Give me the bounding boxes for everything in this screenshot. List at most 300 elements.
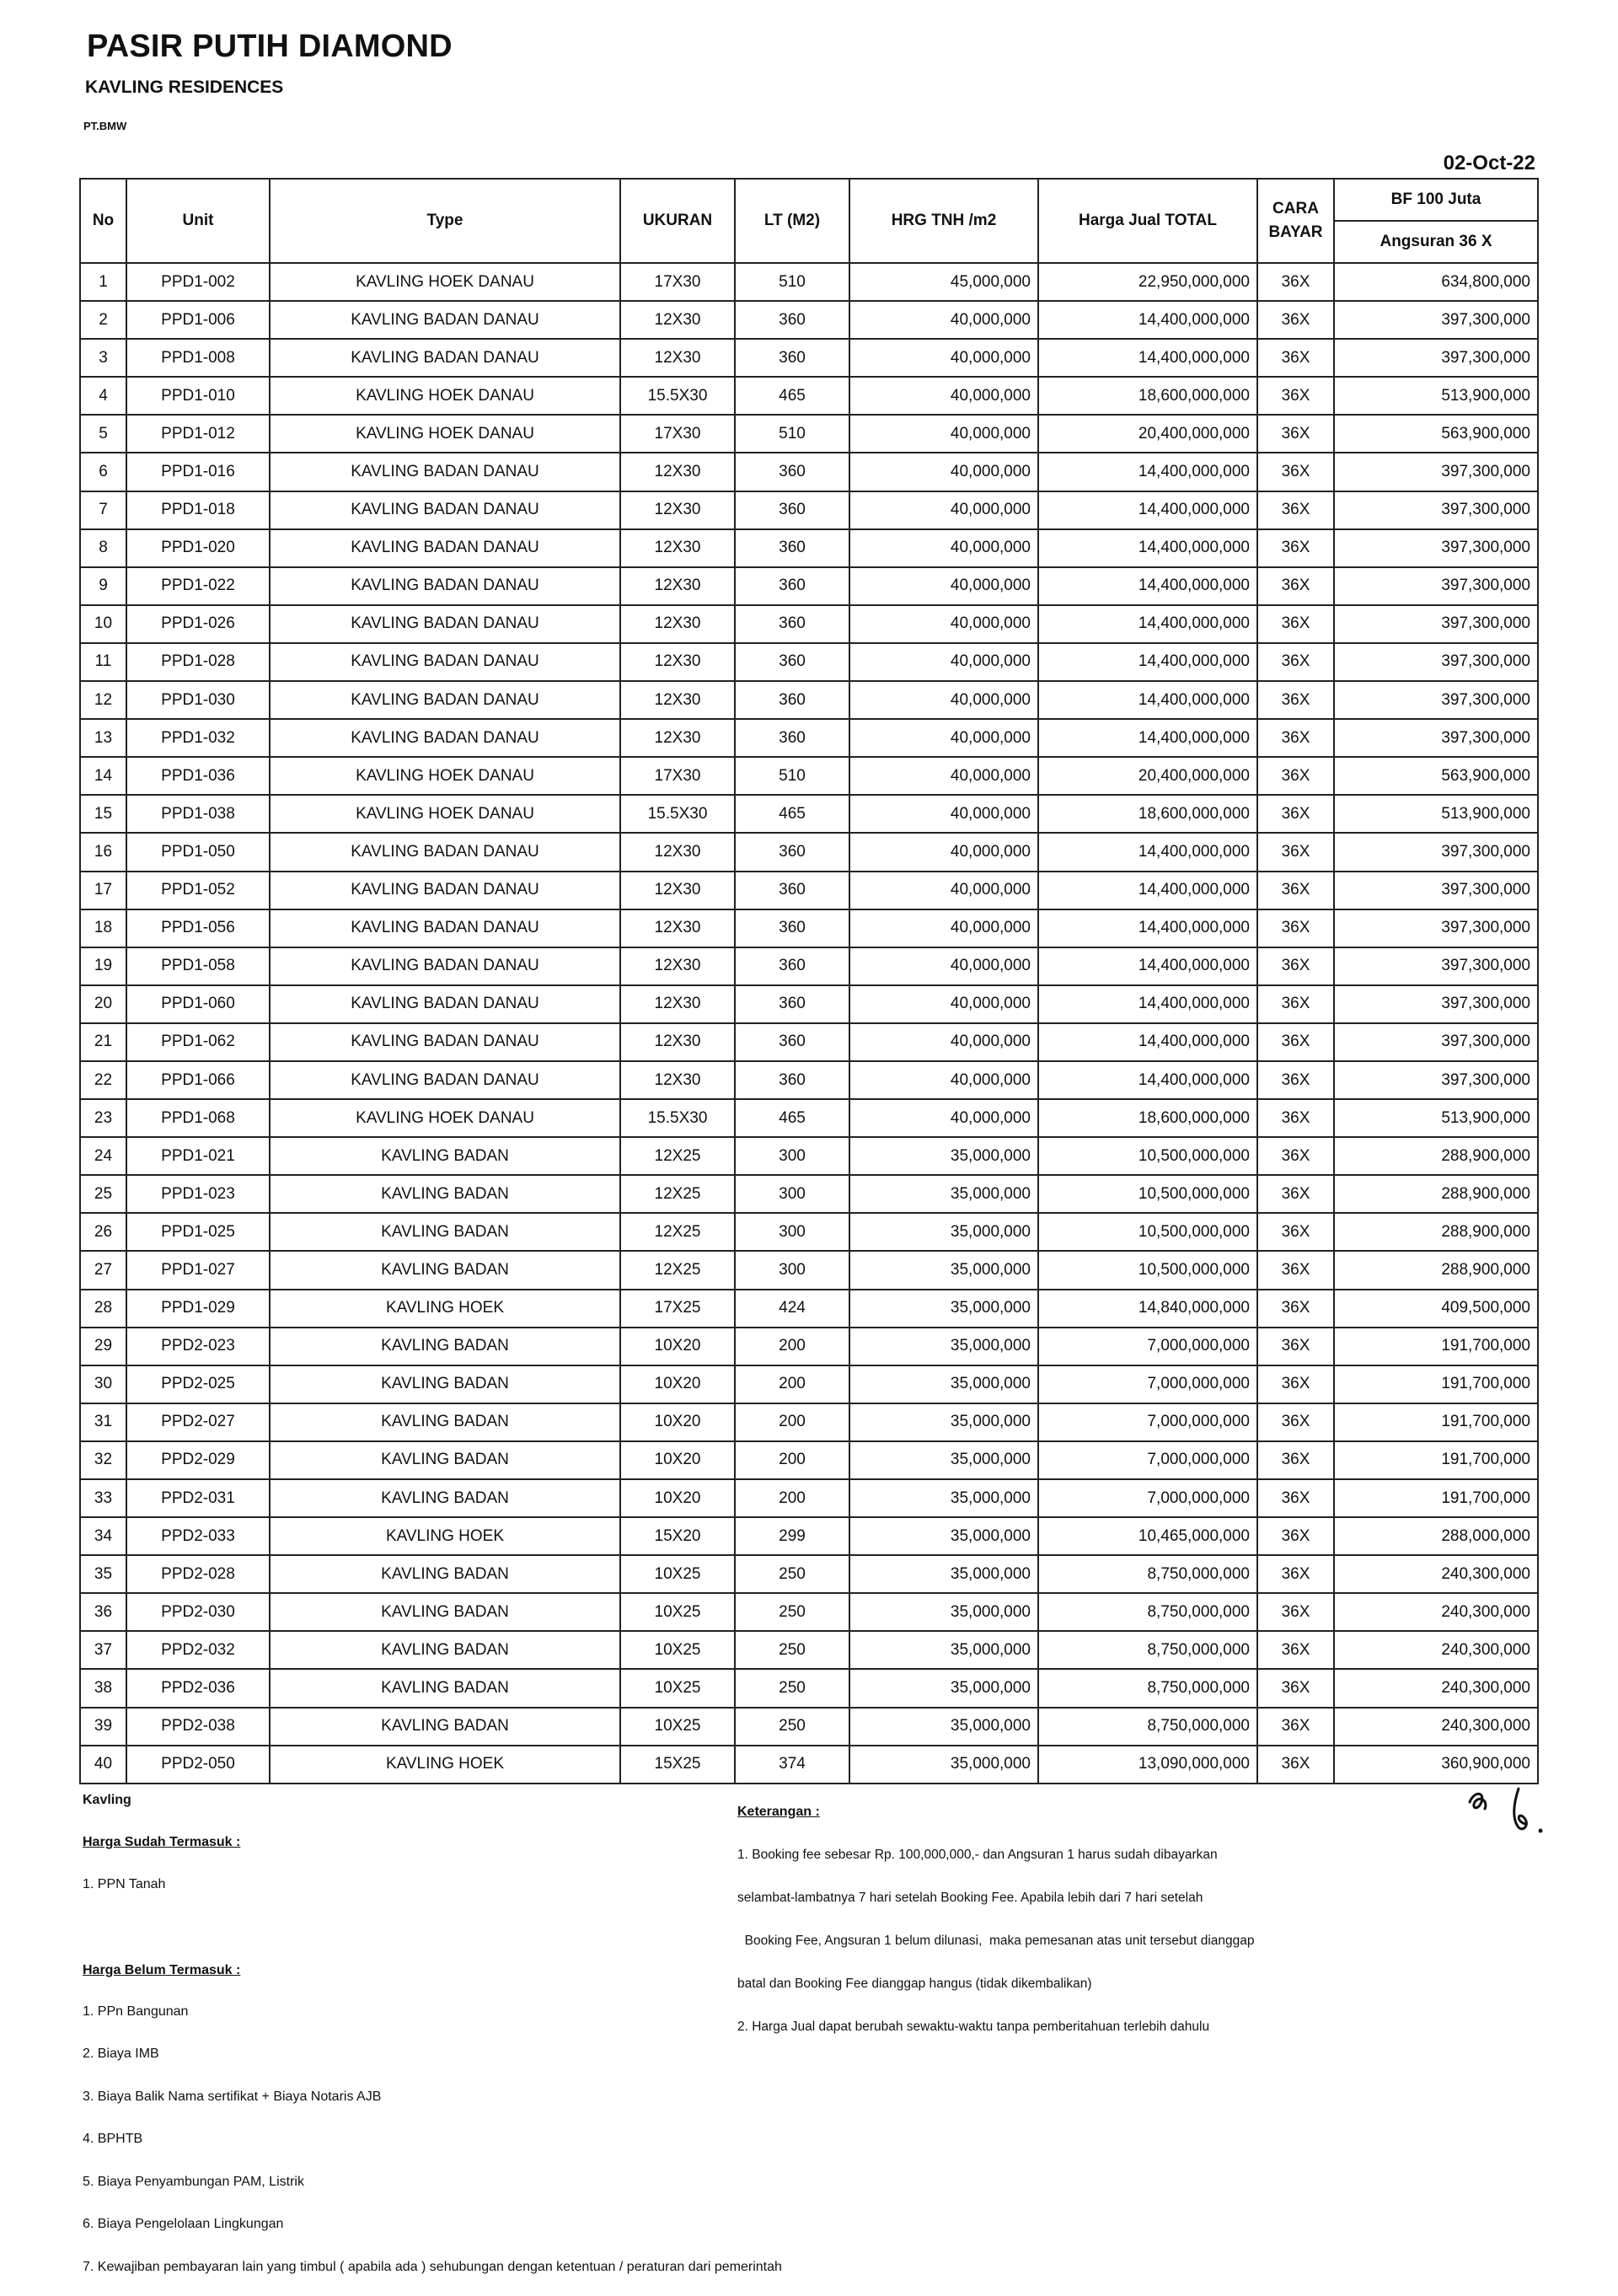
cell-ukuran: 12X30 — [620, 491, 735, 529]
cell-lt: 250 — [735, 1555, 849, 1593]
cell-harga-total: 8,750,000,000 — [1038, 1555, 1257, 1593]
cell-type: KAVLING HOEK DANAU — [270, 757, 620, 795]
cell-unit: PPD1-030 — [126, 681, 270, 719]
cell-harga-total: 14,400,000,000 — [1038, 947, 1257, 985]
table-row — [80, 1479, 1538, 1517]
cell-harga-total: 10,500,000,000 — [1038, 1213, 1257, 1251]
cell-hrg-tanah: 35,000,000 — [849, 1708, 1038, 1746]
cell-ukuran: 10X20 — [620, 1328, 735, 1365]
cell-unit: PPD1-052 — [126, 872, 270, 909]
handwritten-signature-icon — [1463, 1784, 1556, 1843]
cell-hrg-tanah: 40,000,000 — [849, 491, 1038, 529]
cell-no: 15 — [80, 795, 126, 833]
table-row — [80, 1517, 1538, 1555]
cell-no: 30 — [80, 1365, 126, 1403]
cell-hrg-tanah: 40,000,000 — [849, 643, 1038, 681]
table-row — [80, 1669, 1538, 1707]
cell-unit: PPD1-032 — [126, 719, 270, 757]
cell-cara-bayar: 36X — [1257, 1328, 1334, 1365]
cell-lt: 360 — [735, 529, 849, 567]
cell-ukuran: 10X25 — [620, 1555, 735, 1593]
cell-harga-total: 8,750,000,000 — [1038, 1593, 1257, 1631]
cell-unit: PPD1-010 — [126, 377, 270, 415]
cell-type: KAVLING BADAN DANAU — [270, 985, 620, 1023]
cell-ukuran: 10X20 — [620, 1403, 735, 1441]
cell-unit: PPD1-062 — [126, 1023, 270, 1061]
table-row — [80, 1290, 1538, 1328]
cell-angsuran: 397,300,000 — [1334, 339, 1538, 377]
cell-no: 23 — [80, 1099, 126, 1137]
cell-harga-total: 10,500,000,000 — [1038, 1175, 1257, 1213]
table-row — [80, 263, 1538, 301]
cell-lt: 250 — [735, 1669, 849, 1707]
cell-hrg-tanah: 35,000,000 — [849, 1213, 1038, 1251]
cell-no: 31 — [80, 1403, 126, 1441]
cell-no: 36 — [80, 1593, 126, 1631]
table-row — [80, 1023, 1538, 1061]
col-header-bf: BF 100 Juta — [1334, 179, 1538, 221]
cell-lt: 250 — [735, 1631, 849, 1669]
cell-hrg-tanah: 40,000,000 — [849, 567, 1038, 605]
cell-type: KAVLING BADAN DANAU — [270, 1023, 620, 1061]
table-row — [80, 567, 1538, 605]
cell-hrg-tanah: 40,000,000 — [849, 377, 1038, 415]
cell-harga-total: 7,000,000,000 — [1038, 1328, 1257, 1365]
cell-harga-total: 18,600,000,000 — [1038, 1099, 1257, 1137]
document-date: 02-Oct-22 — [1443, 152, 1535, 174]
cell-no: 12 — [80, 681, 126, 719]
cell-ukuran: 17X25 — [620, 1290, 735, 1328]
cell-no: 11 — [80, 643, 126, 681]
cell-unit: PPD2-025 — [126, 1365, 270, 1403]
cell-hrg-tanah: 40,000,000 — [849, 795, 1038, 833]
cell-unit: PPD2-030 — [126, 1593, 270, 1631]
cell-angsuran: 397,300,000 — [1334, 1061, 1538, 1099]
cell-hrg-tanah: 35,000,000 — [849, 1631, 1038, 1669]
cell-angsuran: 191,700,000 — [1334, 1441, 1538, 1479]
table-row — [80, 872, 1538, 909]
table-row — [80, 1441, 1538, 1479]
cell-harga-total: 10,500,000,000 — [1038, 1251, 1257, 1289]
cell-hrg-tanah: 40,000,000 — [849, 1099, 1038, 1137]
cell-ukuran: 12X30 — [620, 833, 735, 871]
cell-no: 34 — [80, 1517, 126, 1555]
cell-type: KAVLING BADAN — [270, 1213, 620, 1251]
cell-unit: PPD1-022 — [126, 567, 270, 605]
table-row — [80, 643, 1538, 681]
cell-ukuran: 15.5X30 — [620, 1099, 735, 1137]
col-header-ukuran: UKURAN — [620, 179, 735, 263]
cell-angsuran: 397,300,000 — [1334, 872, 1538, 909]
cell-cara-bayar: 36X — [1257, 263, 1334, 301]
cell-cara-bayar: 36X — [1257, 1669, 1334, 1707]
table-row — [80, 985, 1538, 1023]
cell-type: KAVLING BADAN DANAU — [270, 529, 620, 567]
cell-lt: 374 — [735, 1746, 849, 1784]
cell-type: KAVLING BADAN — [270, 1251, 620, 1289]
document-subtitle: KAVLING RESIDENCES — [85, 78, 284, 97]
cell-angsuran: 288,900,000 — [1334, 1137, 1538, 1175]
cell-no: 32 — [80, 1441, 126, 1479]
cell-cara-bayar: 36X — [1257, 529, 1334, 567]
cell-angsuran: 397,300,000 — [1334, 833, 1538, 871]
cell-harga-total: 14,400,000,000 — [1038, 833, 1257, 871]
cell-lt: 300 — [735, 1213, 849, 1251]
cell-angsuran: 397,300,000 — [1334, 301, 1538, 339]
cell-harga-total: 8,750,000,000 — [1038, 1669, 1257, 1707]
cell-no: 10 — [80, 605, 126, 643]
cell-hrg-tanah: 40,000,000 — [849, 339, 1038, 377]
cell-angsuran: 288,900,000 — [1334, 1213, 1538, 1251]
belum-item: 3. Biaya Balik Nama sertifikat + Biaya Notaris AJB — [83, 2089, 382, 2104]
table-row — [80, 415, 1538, 453]
cell-harga-total: 14,400,000,000 — [1038, 567, 1257, 605]
cell-ukuran: 12X30 — [620, 301, 735, 339]
cell-ukuran: 15.5X30 — [620, 795, 735, 833]
cell-hrg-tanah: 40,000,000 — [849, 909, 1038, 947]
cell-harga-total: 14,400,000,000 — [1038, 719, 1257, 757]
cell-cara-bayar: 36X — [1257, 872, 1334, 909]
cell-no: 8 — [80, 529, 126, 567]
cell-ukuran: 15X20 — [620, 1517, 735, 1555]
cell-type: KAVLING BADAN — [270, 1403, 620, 1441]
cell-hrg-tanah: 35,000,000 — [849, 1517, 1038, 1555]
cell-angsuran: 513,900,000 — [1334, 1099, 1538, 1137]
cell-type: KAVLING BADAN DANAU — [270, 491, 620, 529]
cell-unit: PPD1-023 — [126, 1175, 270, 1213]
keterangan-line: 2. Harga Jual dapat berubah sewaktu-waktu tanpa pemberitahuan terlebih dahulu — [737, 2020, 1210, 2034]
cell-cara-bayar: 36X — [1257, 453, 1334, 491]
cell-no: 37 — [80, 1631, 126, 1669]
cell-angsuran: 397,300,000 — [1334, 681, 1538, 719]
cell-harga-total: 18,600,000,000 — [1038, 377, 1257, 415]
cell-ukuran: 15X25 — [620, 1746, 735, 1784]
cell-type: KAVLING BADAN DANAU — [270, 872, 620, 909]
cell-hrg-tanah: 35,000,000 — [849, 1365, 1038, 1403]
cell-ukuran: 10X25 — [620, 1708, 735, 1746]
cell-type: KAVLING HOEK DANAU — [270, 263, 620, 301]
cell-harga-total: 14,400,000,000 — [1038, 1023, 1257, 1061]
cell-hrg-tanah: 40,000,000 — [849, 415, 1038, 453]
sudah-item: 1. PPN Tanah — [83, 1877, 166, 1891]
cell-hrg-tanah: 40,000,000 — [849, 719, 1038, 757]
sudah-termasuk-title: Harga Sudah Termasuk : — [83, 1835, 241, 1849]
cell-type: KAVLING BADAN DANAU — [270, 1061, 620, 1099]
cell-angsuran: 397,300,000 — [1334, 529, 1538, 567]
cell-unit: PPD1-025 — [126, 1213, 270, 1251]
cell-lt: 360 — [735, 909, 849, 947]
cell-unit: PPD1-068 — [126, 1099, 270, 1137]
col-header-total: Harga Jual TOTAL — [1038, 179, 1257, 263]
table-row — [80, 681, 1538, 719]
cell-no: 38 — [80, 1669, 126, 1707]
cell-no: 40 — [80, 1746, 126, 1784]
cell-angsuran: 397,300,000 — [1334, 643, 1538, 681]
cell-lt: 360 — [735, 872, 849, 909]
keterangan-line: Booking Fee, Angsuran 1 belum dilunasi, maka pemesanan atas unit tersebut dianggap — [737, 1934, 1255, 1948]
cell-type: KAVLING HOEK DANAU — [270, 795, 620, 833]
table-row — [80, 453, 1538, 491]
cell-hrg-tanah: 35,000,000 — [849, 1746, 1038, 1784]
cell-cara-bayar: 36X — [1257, 491, 1334, 529]
col-header-bayar: BAYAR — [1268, 223, 1323, 241]
cell-cara-bayar: 36X — [1257, 1479, 1334, 1517]
cell-harga-total: 20,400,000,000 — [1038, 415, 1257, 453]
cell-cara-bayar: 36X — [1257, 1099, 1334, 1137]
cell-type: KAVLING BADAN — [270, 1137, 620, 1175]
cell-type: KAVLING BADAN — [270, 1593, 620, 1631]
cell-harga-total: 10,465,000,000 — [1038, 1517, 1257, 1555]
keterangan-line: selambat-lambatnya 7 hari setelah Booking Fee. Apabila lebih dari 7 hari setelah — [737, 1891, 1203, 1905]
cell-hrg-tanah: 35,000,000 — [849, 1251, 1038, 1289]
cell-no: 7 — [80, 491, 126, 529]
cell-unit: PPD1-056 — [126, 909, 270, 947]
table-row — [80, 1555, 1538, 1593]
cell-unit: PPD1-066 — [126, 1061, 270, 1099]
cell-unit: PPD2-027 — [126, 1403, 270, 1441]
cell-no: 24 — [80, 1137, 126, 1175]
cell-cara-bayar: 36X — [1257, 1593, 1334, 1631]
cell-type: KAVLING BADAN — [270, 1365, 620, 1403]
cell-ukuran: 12X30 — [620, 872, 735, 909]
cell-harga-total: 13,090,000,000 — [1038, 1746, 1257, 1784]
cell-hrg-tanah: 45,000,000 — [849, 263, 1038, 301]
col-header-no: No — [80, 179, 126, 263]
cell-unit: PPD1-028 — [126, 643, 270, 681]
cell-lt: 250 — [735, 1593, 849, 1631]
table-row — [80, 795, 1538, 833]
belum-item: 1. PPn Bangunan — [83, 2004, 189, 2019]
cell-angsuran: 191,700,000 — [1334, 1479, 1538, 1517]
cell-ukuran: 12X30 — [620, 947, 735, 985]
cell-no: 18 — [80, 909, 126, 947]
cell-hrg-tanah: 40,000,000 — [849, 757, 1038, 795]
cell-type: KAVLING HOEK — [270, 1746, 620, 1784]
table-row — [80, 1403, 1538, 1441]
table-row — [80, 1708, 1538, 1746]
cell-lt: 299 — [735, 1517, 849, 1555]
keterangan-title: Keterangan : — [737, 1805, 820, 1819]
table-row — [80, 301, 1538, 339]
cell-lt: 360 — [735, 453, 849, 491]
cell-cara-bayar: 36X — [1257, 1555, 1334, 1593]
cell-unit: PPD2-032 — [126, 1631, 270, 1669]
cell-angsuran: 397,300,000 — [1334, 605, 1538, 643]
cell-harga-total: 14,400,000,000 — [1038, 453, 1257, 491]
table-row — [80, 491, 1538, 529]
cell-harga-total: 14,400,000,000 — [1038, 681, 1257, 719]
cell-hrg-tanah: 40,000,000 — [849, 529, 1038, 567]
cell-hrg-tanah: 40,000,000 — [849, 1023, 1038, 1061]
table-row — [80, 1213, 1538, 1251]
cell-lt: 360 — [735, 605, 849, 643]
document-title: PASIR PUTIH DIAMOND — [87, 29, 453, 64]
table-row — [80, 529, 1538, 567]
cell-lt: 360 — [735, 1061, 849, 1099]
cell-type: KAVLING HOEK DANAU — [270, 1099, 620, 1137]
cell-cara-bayar: 36X — [1257, 985, 1334, 1023]
cell-hrg-tanah: 40,000,000 — [849, 833, 1038, 871]
cell-lt: 300 — [735, 1137, 849, 1175]
cell-angsuran: 563,900,000 — [1334, 415, 1538, 453]
cell-harga-total: 8,750,000,000 — [1038, 1708, 1257, 1746]
cell-type: KAVLING BADAN DANAU — [270, 719, 620, 757]
cell-no: 14 — [80, 757, 126, 795]
cell-harga-total: 22,950,000,000 — [1038, 263, 1257, 301]
cell-lt: 465 — [735, 795, 849, 833]
cell-ukuran: 12X25 — [620, 1213, 735, 1251]
cell-lt: 510 — [735, 263, 849, 301]
cell-harga-total: 18,600,000,000 — [1038, 795, 1257, 833]
col-header-type: Type — [270, 179, 620, 263]
cell-no: 9 — [80, 567, 126, 605]
cell-lt: 200 — [735, 1328, 849, 1365]
cell-type: KAVLING BADAN — [270, 1669, 620, 1707]
cell-lt: 360 — [735, 301, 849, 339]
cell-ukuran: 10X25 — [620, 1669, 735, 1707]
cell-cara-bayar: 36X — [1257, 377, 1334, 415]
company-name: PT.BMW — [83, 120, 127, 132]
table-row — [80, 1061, 1538, 1099]
cell-hrg-tanah: 40,000,000 — [849, 947, 1038, 985]
cell-type: KAVLING BADAN — [270, 1708, 620, 1746]
cell-hrg-tanah: 35,000,000 — [849, 1175, 1038, 1213]
cell-ukuran: 17X30 — [620, 263, 735, 301]
cell-cara-bayar: 36X — [1257, 719, 1334, 757]
table-row — [80, 1251, 1538, 1289]
cell-lt: 300 — [735, 1175, 849, 1213]
cell-cara-bayar: 36X — [1257, 757, 1334, 795]
cell-unit: PPD1-029 — [126, 1290, 270, 1328]
cell-type: KAVLING BADAN — [270, 1441, 620, 1479]
table-row — [80, 947, 1538, 985]
cell-type: KAVLING BADAN — [270, 1555, 620, 1593]
cell-lt: 360 — [735, 719, 849, 757]
cell-unit: PPD1-036 — [126, 757, 270, 795]
cell-ukuran: 12X30 — [620, 453, 735, 491]
table-row — [80, 605, 1538, 643]
cell-no: 3 — [80, 339, 126, 377]
cell-cara-bayar: 36X — [1257, 833, 1334, 871]
cell-type: KAVLING BADAN DANAU — [270, 339, 620, 377]
cell-unit: PPD1-058 — [126, 947, 270, 985]
table-row — [80, 719, 1538, 757]
cell-no: 22 — [80, 1061, 126, 1099]
cell-unit: PPD1-027 — [126, 1251, 270, 1289]
cell-hrg-tanah: 40,000,000 — [849, 1061, 1038, 1099]
belum-item: 6. Biaya Pengelolaan Lingkungan — [83, 2217, 284, 2231]
cell-unit: PPD2-050 — [126, 1746, 270, 1784]
table-row — [80, 1175, 1538, 1213]
cell-harga-total: 14,400,000,000 — [1038, 872, 1257, 909]
cell-no: 35 — [80, 1555, 126, 1593]
cell-harga-total: 14,400,000,000 — [1038, 491, 1257, 529]
cell-lt: 360 — [735, 681, 849, 719]
cell-angsuran: 240,300,000 — [1334, 1593, 1538, 1631]
cell-no: 33 — [80, 1479, 126, 1517]
cell-hrg-tanah: 35,000,000 — [849, 1593, 1038, 1631]
cell-type: KAVLING BADAN DANAU — [270, 453, 620, 491]
cell-ukuran: 12X30 — [620, 605, 735, 643]
cell-angsuran: 563,900,000 — [1334, 757, 1538, 795]
cell-unit: PPD2-023 — [126, 1328, 270, 1365]
cell-cara-bayar: 36X — [1257, 301, 1334, 339]
belum-item: 7. Kewajiban pembayaran lain yang timbul ( apabila ada ) sehubungan dengan ketentuan / peraturan dari pemerintah — [83, 2260, 782, 2274]
col-header-angsuran: Angsuran 36 X — [1334, 221, 1538, 263]
cell-angsuran: 240,300,000 — [1334, 1708, 1538, 1746]
cell-hrg-tanah: 40,000,000 — [849, 681, 1038, 719]
cell-ukuran: 12X30 — [620, 529, 735, 567]
cell-type: KAVLING BADAN DANAU — [270, 301, 620, 339]
table-row — [80, 339, 1538, 377]
keterangan-line: batal dan Booking Fee dianggap hangus (tidak dikembalikan) — [737, 1977, 1092, 1991]
cell-no: 17 — [80, 872, 126, 909]
cell-no: 4 — [80, 377, 126, 415]
cell-harga-total: 14,840,000,000 — [1038, 1290, 1257, 1328]
cell-lt: 300 — [735, 1251, 849, 1289]
table-row — [80, 1365, 1538, 1403]
cell-no: 16 — [80, 833, 126, 871]
cell-cara-bayar: 36X — [1257, 1441, 1334, 1479]
cell-harga-total: 14,400,000,000 — [1038, 1061, 1257, 1099]
cell-ukuran: 12X25 — [620, 1175, 735, 1213]
cell-angsuran: 288,900,000 — [1334, 1175, 1538, 1213]
cell-harga-total: 7,000,000,000 — [1038, 1403, 1257, 1441]
cell-harga-total: 14,400,000,000 — [1038, 985, 1257, 1023]
belum-termasuk-title: Harga Belum Termasuk : — [83, 1963, 241, 1977]
cell-lt: 510 — [735, 757, 849, 795]
cell-angsuran: 191,700,000 — [1334, 1403, 1538, 1441]
cell-unit: PPD1-060 — [126, 985, 270, 1023]
cell-harga-total: 14,400,000,000 — [1038, 909, 1257, 947]
cell-cara-bayar: 36X — [1257, 643, 1334, 681]
cell-cara-bayar: 36X — [1257, 605, 1334, 643]
cell-harga-total: 7,000,000,000 — [1038, 1441, 1257, 1479]
cell-angsuran: 397,300,000 — [1334, 909, 1538, 947]
cell-harga-total: 20,400,000,000 — [1038, 757, 1257, 795]
cell-unit: PPD2-038 — [126, 1708, 270, 1746]
cell-lt: 360 — [735, 567, 849, 605]
cell-ukuran: 10X25 — [620, 1631, 735, 1669]
cell-ukuran: 12X30 — [620, 985, 735, 1023]
cell-no: 39 — [80, 1708, 126, 1746]
cell-angsuran: 397,300,000 — [1334, 719, 1538, 757]
cell-cara-bayar: 36X — [1257, 1631, 1334, 1669]
cell-cara-bayar: 36X — [1257, 567, 1334, 605]
table-row — [80, 1099, 1538, 1137]
cell-angsuran: 240,300,000 — [1334, 1555, 1538, 1593]
cell-ukuran: 12X25 — [620, 1137, 735, 1175]
cell-hrg-tanah: 40,000,000 — [849, 453, 1038, 491]
cell-type: KAVLING BADAN DANAU — [270, 909, 620, 947]
cell-lt: 200 — [735, 1479, 849, 1517]
col-header-cara: CARA — [1272, 200, 1319, 217]
cell-no: 25 — [80, 1175, 126, 1213]
cell-unit: PPD2-031 — [126, 1479, 270, 1517]
cell-harga-total: 14,400,000,000 — [1038, 529, 1257, 567]
cell-unit: PPD1-006 — [126, 301, 270, 339]
cell-lt: 360 — [735, 947, 849, 985]
cell-unit: PPD1-021 — [126, 1137, 270, 1175]
cell-no: 19 — [80, 947, 126, 985]
cell-angsuran: 397,300,000 — [1334, 567, 1538, 605]
cell-harga-total: 14,400,000,000 — [1038, 339, 1257, 377]
table-row — [80, 1631, 1538, 1669]
cell-no: 13 — [80, 719, 126, 757]
table-row — [80, 1593, 1538, 1631]
cell-cara-bayar: 36X — [1257, 1061, 1334, 1099]
cell-lt: 510 — [735, 415, 849, 453]
